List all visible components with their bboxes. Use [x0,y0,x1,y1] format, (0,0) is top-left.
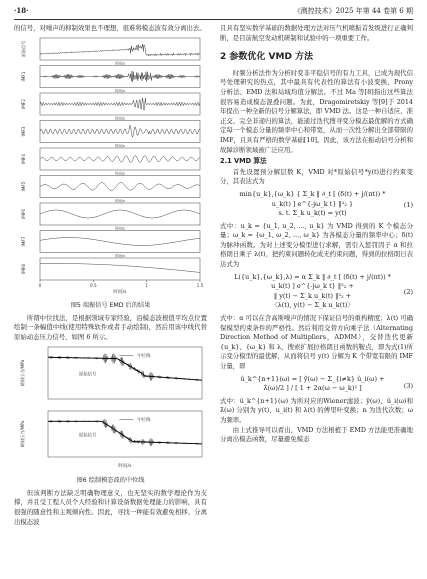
right-column [220,24,413,445]
fig6-signal-line [48,419,202,446]
fig6-legend-median: 中位线 [137,353,151,359]
journal-title: 《测控技术》2025 年第 44 卷第 6 期 [293,7,413,15]
equation-1-bottom: s. t. Σ_k u_k(t) = y(t) [278,209,347,218]
figure-6-caption: 图6 绘制模态波的中位线 [76,477,145,485]
fig5-waveform [40,71,200,82]
fig5-panel-x-label: 时间/s [115,198,125,203]
paragraph-continuation: 且具有坚实数学基础的数据处理方法对压气机喷振首发级进行正确判断，是目前航空发动机研制和试验中的一项重要工作。 [220,24,413,42]
paragraph-wiener: 式中：û_k^{n+1}(ω) 为所对应的Wiener滤波；ŷ(ω)、û_i(ω)和 λ̂(ω) 分别为 y(t)、u_i(t) 和 λ(t) 的傅里叶变换；n 为迭代次数；ω 为频率。 [220,396,413,424]
fig5-panel-x-label: 时间/s [115,61,125,66]
fig5-panel-frame [40,38,200,60]
equation-2-line1: L({u_k},{ω_k},λ) = α Σ_k ‖ ∂_t [ (δ(t) + j/(πt)) * u_k(t) ] e^{-jω_k t} ‖²₂ + [234,272,391,291]
fig5-panel-frame [40,148,200,170]
fig5-tick-label: 1 [145,282,149,288]
fig5-waveform [40,44,200,56]
figure-5-caption: 图5 端振信号 EMD 后的结果 [70,302,151,310]
fig5-panel-x-label: 时间/s [115,143,125,148]
fig5-panel-frame [40,120,200,142]
paragraph-median-line: 所谓中位找法，是根据领域专家经验，沿模态波根值平均点位置绘制一条幅值中线(使用特殊软件或者手动绘制)，然后用该中线代替原始动态压力信号，如图 6 所示。 [14,313,207,341]
equation-3 [220,375,413,394]
fig5-panel-label: IMF1 [21,71,26,82]
equation-1-top: min{u_k},{ω_k} { Σ_k ‖ ∂_t [ (δ(t) + j/(πt)) * u_k(t) ] e^{-jω_k t} ‖²₂ } [239,189,386,208]
fig6-x-label: 时间/s [118,463,132,469]
fig6-y-label: 喷射压力/MPa [20,420,25,447]
fig5-panel-label: IMF2 [21,98,26,109]
fig5-tick-label: 1.5 [196,282,204,288]
equation-2-line3: 〈λ(t), y(t) − Σ_k u_k(t)〉 [271,301,354,310]
fig5-waveform [40,125,200,137]
fig6-legend-signal: 原始信号 [78,432,97,438]
figure-6-plots [14,343,207,471]
fig5-panel-label: IMF7 [21,236,26,247]
page-number: ·18· [14,6,29,15]
paragraph-derivation: 由上式推导可以看出，VMD 方法根植于 EMD 方法能更准确地分离出模态函数，尽量避免模态 [220,425,413,444]
fig5-panel-frame [40,175,200,197]
equation-2-line2: ‖ y(t) − Σ_k u_k(t) ‖²₂ + [273,291,352,300]
fig5-panel-label: IMF6 [21,208,26,219]
paragraph-intro: 的信号，对噪声的抑制效果也不理想，很难将模态波有效分离出去。 [14,24,206,32]
fig6-panel-frame [48,411,202,457]
fig5-waveform [40,155,200,162]
fig6-y-label: 喷射压力/MPa [20,359,25,386]
fig5-panel-label: IMF8 [21,263,26,274]
paragraph-variables: 式中：u_k = {u_1, u_2, …, u_k} 为 VMD 得到的 K 个模态分量；ω_k = {ω_1, ω_2, …, ω_k} 为各模态分量的频率中心；δ(t) 为脉冲函数。为对上述变分模型进行求解，需引入惩罚因子 α 和拉格朗日乘子 λ(t)，把约束问题转化成无约束问题，得到的拉格朗日表达式为 [220,221,413,269]
fig5-panel-frame [40,65,200,87]
fig5-panel-label: 原始信号 [21,40,26,57]
fig6-legend-signal: 原始信号 [78,372,97,378]
fig5-panel-frame [40,203,200,225]
equation-3-number: (3) [403,382,413,391]
section-title: 2 参数优化 VMD 方法 [220,52,314,63]
fig5-panel-x-label: 时间/s [115,226,125,231]
fig5-panel-label: IMF4 [21,153,26,164]
fig5-waveform [40,210,200,218]
fig5-panel-x-label: 时间/s [115,88,125,93]
figure-5-plots [14,34,207,296]
header-rule [14,19,413,20]
fig6-legend-median: 中位线 [137,417,151,423]
fig5-panel-label: IMF3 [21,126,26,137]
equation-2-number: (2) [403,288,413,296]
subsection-title: 2.1 VMD 算法 [220,157,267,166]
fig5-tick-label: 0.5 [89,282,97,288]
fig5-panel-x-label: 时间/s [115,253,125,258]
figure-5 [14,34,207,300]
equation-1 [220,190,413,219]
paragraph-admm: 式中：α 可以在含高斯噪声的情况下保证信号的重构精度；λ(t) 可确保模型约束条件的严格性。然后利用交替方向乘子法（Alternating Direction Method of Multipliers，ADMM），交替迭代更新 {u_k}、{ω_k} 和 λ，搜索扩展拉格朗日函数的鞍点，即为式(1)所示变分模型的最优解，从而将信号 y(t) 分解为 K 个带宽有限的 IMF 分量，即 [220,314,413,370]
fig5-panel-frame [40,230,200,252]
paragraph-judgement: 但该判断方法缺乏明确物理意义，也无坚实的数学理论作为支撑，并且受工程人员个人经验和计算设备数据处理能力的影响，具有很强的随意性和主观倾向性。因此，寻找一种能有效避免相移、分离出模态波 [14,488,207,526]
fig5-panel-frame [40,258,200,280]
fig5-panel-label: IMF5 [21,181,26,192]
fig5-waveform [40,182,200,190]
fig5-panel-x-label: 时间/s [115,116,125,121]
fig5-waveform [40,97,200,110]
figure-6 [14,343,207,475]
fig5-panel-x-label: 时间/s [115,171,125,176]
fig5-waveform [40,263,200,272]
fig5-waveform [40,237,200,245]
paragraph-time-frequency: 时频分析法作为分析时变非平稳信号的有力工具，已成为现代信号处理研究的热点，其中最具有代表性的算法有小波变换、Prony 分析法、EMD 法和局域均值分解法。不过 Ma 等[8]指出这些算法很容易造成模态混叠问题。为此，Dragomiretskiy 等[9]于 2014 年提出一种全新的信号分解算法，即 VMD 法。这是一种自适应、准正交、完全非递归的算法，能通过迭代搜寻变分模态最优解的方式确定每一个模态分量的频率中心和带宽，从而一次性分解出全部带限的 IMF，且具有严格的数学基础[10]。因此，该方法在振动信号分析和故障诊断领域被广泛应用。 [220,68,413,154]
equation-1-number: (1) [403,201,413,210]
page-header [14,6,413,18]
fig6-median-line [48,421,202,444]
fig5-tick-label: 0 [38,282,42,288]
left-column [14,24,207,527]
fig5-x-label: 时间/s [113,289,127,295]
equation-2 [220,273,413,311]
fig6-median-line [48,357,202,380]
fig6-panel-frame [48,347,202,399]
equation-3-body: û_k^{n+1}(ω) = [ ŷ(ω) − Σ_{i≠k} û_i(ω) + λ̂(ω)/2 ] / [ 1 + 2α(ω − ω_k)² ] [240,374,385,393]
paragraph-vmd-setup: 首先设置预分解层数 K，VMD 对*原始信号*y(t)进行约束变分，其表达式为 [220,167,413,186]
